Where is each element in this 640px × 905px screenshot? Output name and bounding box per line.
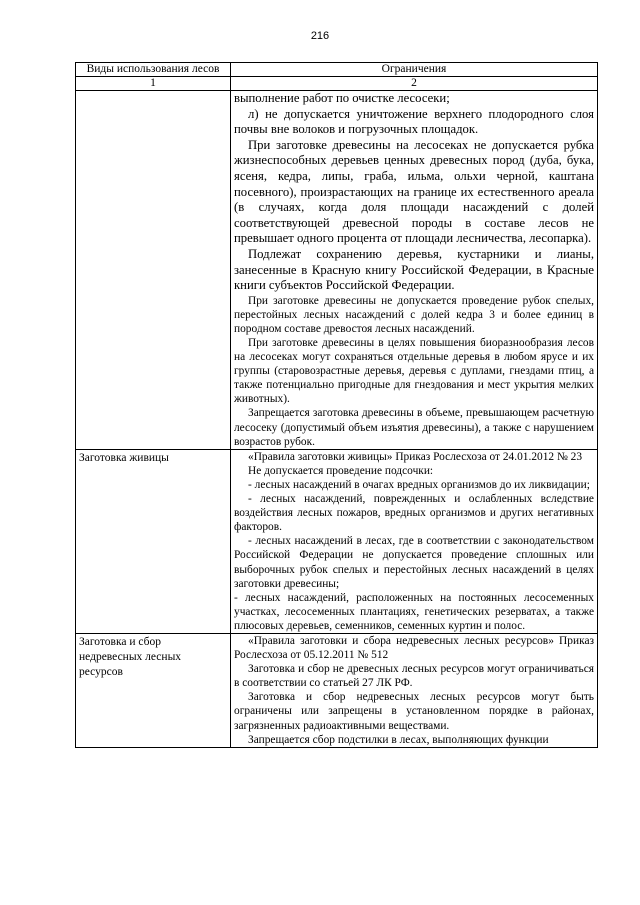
table-row [76, 91, 598, 450]
restrictions-cell [231, 91, 598, 450]
restriction-paragraph: Заготовка и сбор недревесных лесных ресурсов могут быть ограничены или запрещены в установленном порядке в районах, загрязненных радиоактивными веществами. [234, 691, 594, 732]
table-header-row [76, 63, 598, 77]
restrictions-cell [231, 449, 598, 633]
restriction-paragraph: «Правила заготовки и сбора недревесных лесных ресурсов» Приказ Рослесхоза от 05.12.2011 № 512 [234, 634, 594, 662]
restriction-paragraph: выполнение работ по очистке лесосеки; [234, 91, 450, 105]
restriction-paragraph: Запрещается сбор подстилки в лесах, выполняющих функции [248, 733, 549, 746]
restriction-paragraph: - лесных насаждений, поврежденных и ослабленных вследствие воздействия лесных пожаров, вредных организмов и других негативных факторов. [234, 493, 594, 534]
restriction-paragraph: Запрещается заготовка древесины в объеме, превышающем расчетную лесосеку (допустимый объем изъятия древесины), а также с нарушением возрастов рубок. [234, 407, 594, 448]
restrictions-table [75, 62, 598, 748]
restriction-paragraph: При заготовке древесины не допускается проведение рубок спелых, перестойных лесных насаждений с долей кедра 3 и более единиц в породном составе древостоя лесных насаждений. [234, 294, 594, 335]
forest-use-cell: Заготовка и сбор недревесных лесных ресурсов [76, 633, 231, 747]
restriction-paragraph: «Правила заготовки живицы» Приказ Рослесхоза от 24.01.2012 № 23 [248, 450, 583, 463]
restriction-paragraph: Заготовка и сбор не древесных лесных ресурсов могут ограничиваться в соответствии со статьей 27 ЛК РФ. [234, 663, 594, 690]
forest-use-cell [76, 91, 231, 450]
restriction-paragraph: При заготовке древесины на лесосеках не допускается рубка жизнеспособных деревьев ценных древесных пород (дуба, бука, ясеня, кедра, липы, граба, ильма, ольхи черной, каштана посевного), произрастающих на границе их естественного ареала (в случаях, когда доля площади насаждений с долей соответствующей древесной породы в составе лесов не превышает одного процента от площади лесничества, лесопарка). [234, 137, 594, 246]
column-number-1: 1 [76, 77, 231, 91]
page-number: 216 [310, 30, 330, 42]
restriction-paragraph: л) не допускается уничтожение верхнего плодородного слоя почвы вне волоков и погрузочных площадок. [234, 106, 594, 137]
table-row [76, 449, 598, 633]
forest-use-cell: Заготовка живицы [76, 449, 231, 633]
restriction-paragraph: - лесных насаждений в очагах вредных организмов до их ликвидации; [248, 478, 590, 491]
column-header-forest-use: Виды использования лесов [76, 63, 231, 77]
column-number-row [76, 77, 598, 91]
restriction-paragraph: Не допускается проведение подсочки: [248, 464, 434, 477]
restriction-paragraph: - лесных насаждений, расположенных на постоянных лесосеменных участках, лесосеменных плантациях, генетических резерватах, а также плюсовых деревьев, семенников, семенных куртин и полос. [234, 591, 594, 632]
restriction-paragraph: Подлежат сохранению деревья, кустарники и лианы, занесенные в Красную книгу Российской Федерации, в Красные книги субъектов Российской Федерации. [234, 246, 594, 293]
column-header-restrictions: Ограничения [231, 63, 598, 77]
restriction-paragraph: - лесных насаждений в лесах, где в соответствии с законодательством Российской Федерации не допускается проведение сплошных или выборочных рубок спелых и перестойных лесных насаждений в целях заготовки древесины; [234, 535, 594, 590]
table-row [76, 633, 598, 747]
restriction-paragraph: При заготовке древесины в целях повышения биоразнообразия лесов на лесосеках могут сохраняться отдельные деревья в любом ярусе и их группы (старовозрастные деревья, деревья с дуплами, гнездами птиц, а также потенциально пригодные для гнездования и мест укрытия мелких животных). [234, 337, 594, 406]
restrictions-cell [231, 633, 598, 747]
column-number-2: 2 [231, 77, 598, 91]
